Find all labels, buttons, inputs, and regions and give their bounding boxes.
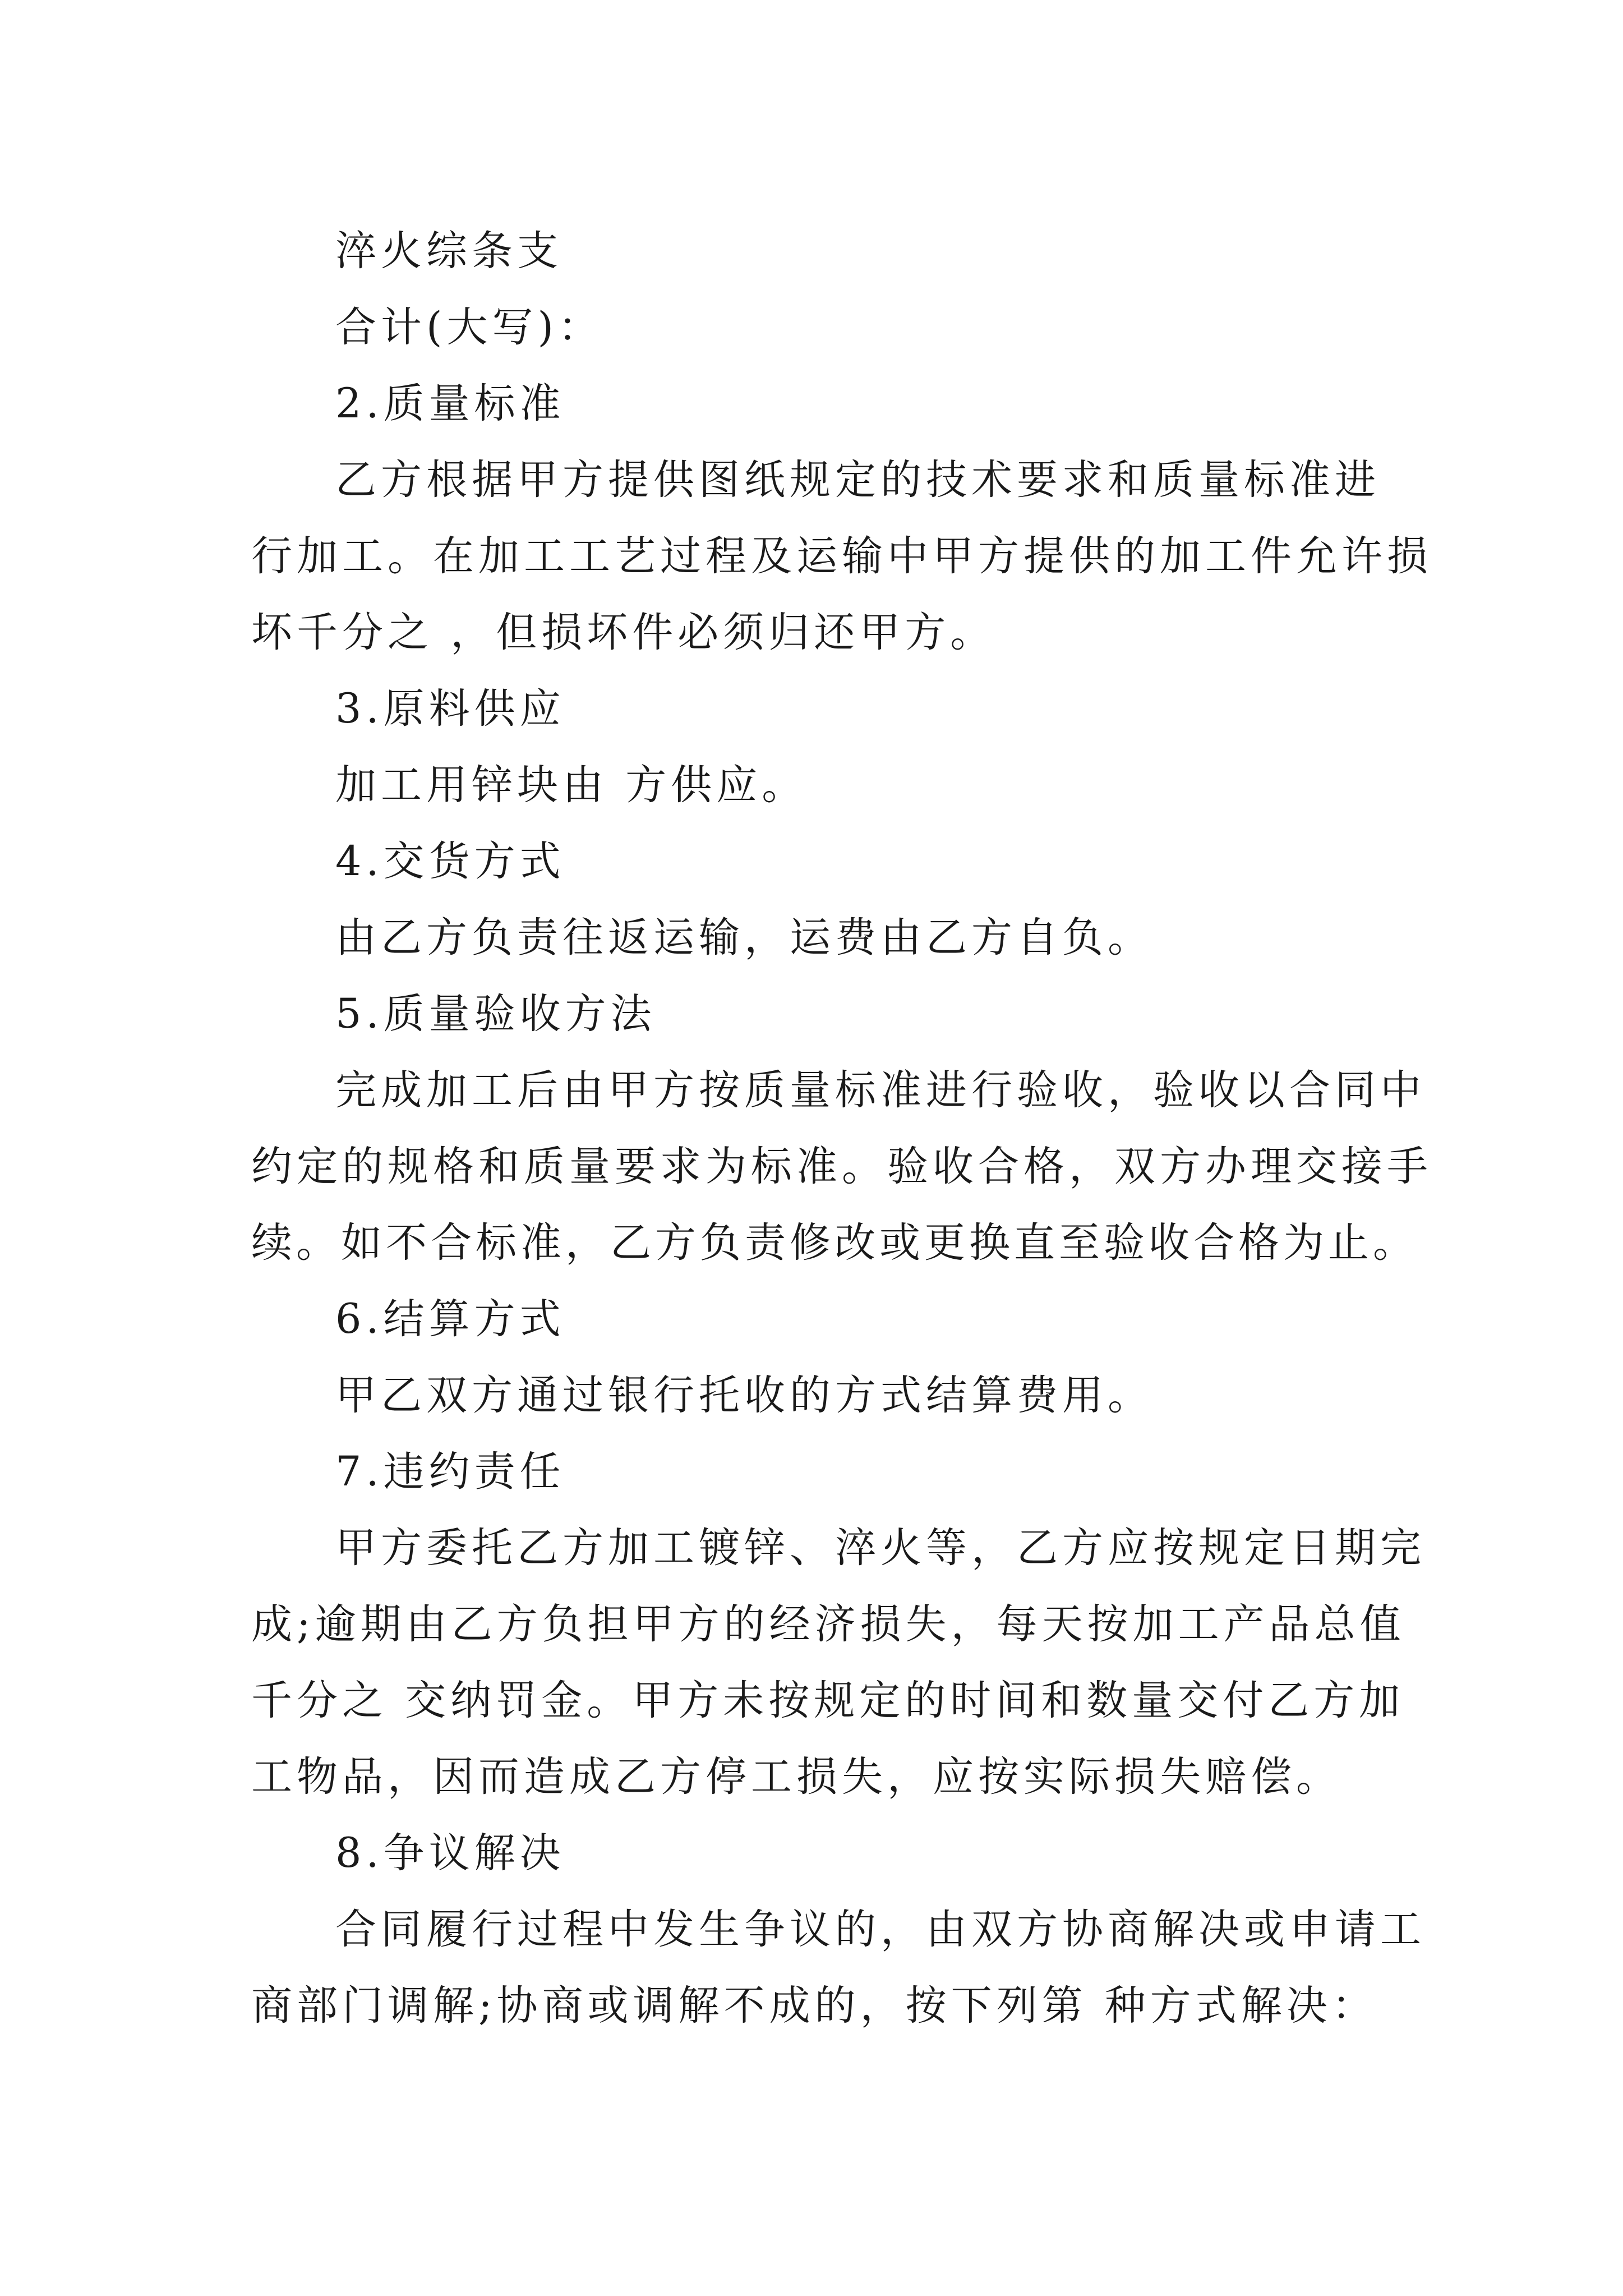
text-line: 淬火综条支 xyxy=(335,227,562,275)
text-line: 约定的规格和质量要求为标准。验收合格，双方办理交接手 xyxy=(251,1143,1432,1190)
text-line: 续。如不合标准，乙方负责修改或更换直至验收合格为止。 xyxy=(251,1219,1418,1267)
document-body xyxy=(251,213,1432,2044)
section-heading: 6.结算方式 xyxy=(335,1295,565,1343)
text-line: 甲方委托乙方加工镀锌、淬火等，乙方应按规定日期完 xyxy=(335,1524,1426,1572)
text-line: 成;逾期由乙方负担甲方的经济损失，每天按加工产品总值 xyxy=(251,1600,1405,1648)
text-line: 乙方根据甲方提供图纸规定的技术要求和质量标准进 xyxy=(335,456,1380,504)
section-heading: 8.争议解决 xyxy=(335,1829,565,1877)
section-heading: 2.质量标准 xyxy=(335,380,565,427)
section-heading: 5.质量验收方法 xyxy=(335,990,656,1038)
section-heading: 4.交货方式 xyxy=(335,838,565,885)
text-line: 行加工。在加工工艺过程及运输中甲方提供的加工件允许损 xyxy=(251,532,1432,580)
text-line: 由乙方负责往返运输，运费由乙方自负。 xyxy=(335,914,1153,961)
text-line: 合同履行过程中发生争议的，由双方协商解决或申请工 xyxy=(335,1906,1426,1953)
text-line: 坏千分之 ，但损坏件必须归还甲方。 xyxy=(251,609,996,656)
text-line: 合计(大写)： xyxy=(335,303,603,351)
text-line: 完成加工后由甲方按质量标准进行验收，验收以合同中 xyxy=(335,1066,1426,1114)
text-line: 千分之 交纳罚金。甲方未按规定的时间和数量交付乙方加 xyxy=(251,1677,1405,1724)
text-line: 工物品，因而造成乙方停工损失，应按实际损失赔偿。 xyxy=(251,1753,1341,1801)
text-line: 甲乙双方通过银行托收的方式结算费用。 xyxy=(335,1372,1153,1419)
section-heading: 3.原料供应 xyxy=(335,685,565,733)
text-line: 加工用锌块由 方供应。 xyxy=(335,761,808,809)
section-heading: 7.违约责任 xyxy=(335,1448,565,1496)
text-line: 商部门调解;协商或调解不成的，按下列第 种方式解决： xyxy=(251,1982,1377,2030)
